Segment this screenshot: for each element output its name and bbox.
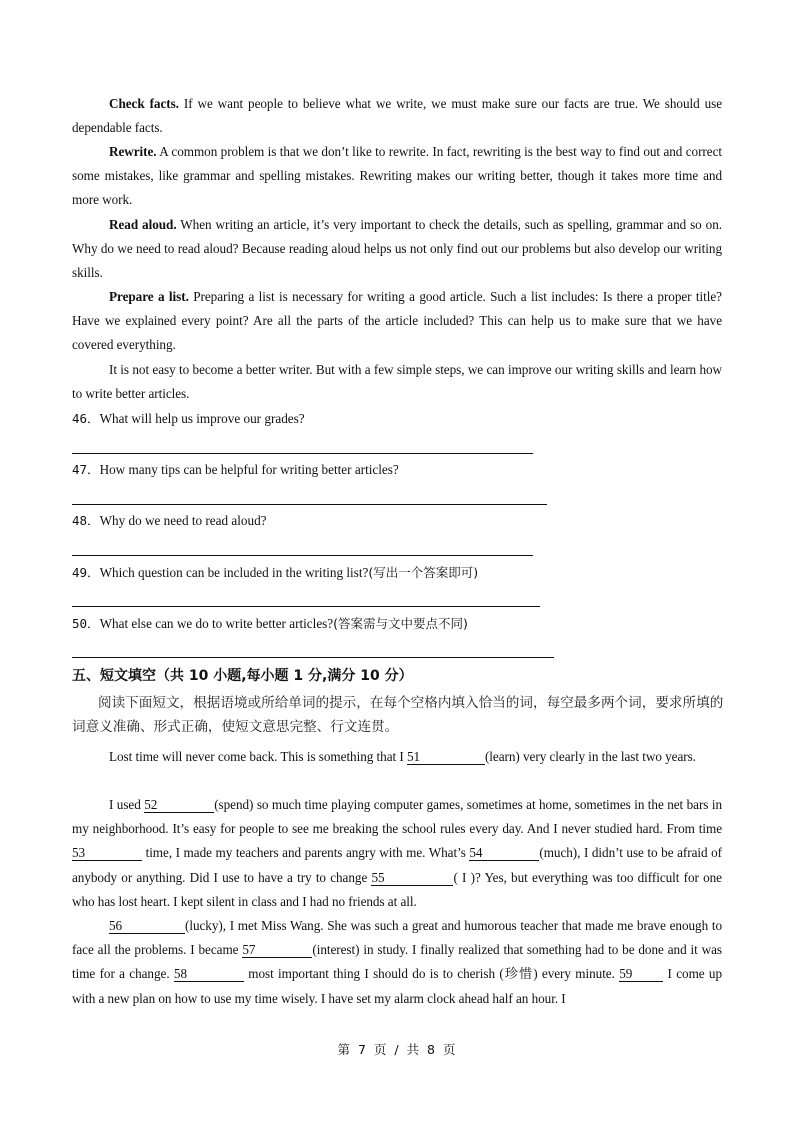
blank-59[interactable]: 59 [619,967,663,982]
blank-54[interactable]: 54 [469,846,539,861]
passage-paragraph-rewrite [72,140,722,213]
passage-paragraph-conclusion [72,358,722,406]
paragraph-lead: Rewrite. [109,144,157,159]
question-number: 46． [72,411,100,426]
cloze-text: I come up with a new plan on how to use my time wisely. I have set my alarm clock ahead half an hour. I [72,966,723,1006]
question-text: How many tips can be helpful for writing better articles? [99,462,399,477]
cloze-text: (spend) so much time playing computer games, sometimes at home, sometimes in the net bars in my neighborhood. It’s easy for people to see me breaking the school rules every day. And I never studied hard. From time [72,797,722,837]
answer-line-50[interactable] [72,657,554,658]
section-instruction: 阅读下面短文，根据语境或所给单词的提示，在每个空格内填入恰当的词，每空最多两个词，要求所填的词意义准确、形式正确，使短文意思完整、行文连贯。 [72,695,724,736]
question-number: 47． [72,462,100,477]
paragraph-lead: Prepare a list. [109,289,189,304]
blank-57[interactable]: 57 [242,943,312,958]
question-49 [72,564,478,582]
answer-line-49[interactable] [72,606,540,607]
cloze-text: time, I made my teachers and parents angry with me. What’s [142,845,470,861]
question-46 [72,410,305,428]
paragraph-text: A common problem is that we don’t like to rewrite. In fact, rewriting is the best way to find out and correct some mistakes, like grammar and spelling mistakes. Rewriting makes our writing better, though it takes more time and more work. [72,144,722,208]
blank-56[interactable]: 56 [109,919,185,934]
question-text: What else can we do to write better articles? [99,616,334,631]
section-heading: 五、短文填空（共 10 小题,每小题 1 分,满分 10 分） [72,668,413,684]
blank-55[interactable]: 55 [371,871,453,886]
question-text: What will help us improve our grades? [99,411,305,426]
question-48 [72,512,267,530]
paragraph-text: When writing an article, it’s very important to check the details, such as spelling, grammar and so on. Why do we need to read aloud? Because reading aloud helps us not only find out our problems but also develop our writing skills. [72,217,723,281]
cloze-paragraph-1 [72,745,722,769]
cloze-paragraph-3 [72,914,722,1011]
question-number: 49． [72,565,100,580]
answer-line-46[interactable] [72,453,533,454]
answer-line-47[interactable] [72,504,547,505]
passage-paragraph-check-facts [72,92,722,140]
cloze-text: (interest) in study. I finally realized that something had to be done and it was time for a change. [72,942,722,982]
paragraph-text: If we want people to believe what we write, we must make sure our facts are true. We should use dependable facts. [72,96,722,136]
cloze-text: Lost time will never come back. This is something that I [109,749,407,764]
passage-paragraph-prepare-list [72,285,722,358]
question-note: (答案需与文中要点不同) [333,616,468,631]
question-text: Why do we need to read aloud? [99,513,267,528]
page-footer: 第 7 页 / 共 8 页 [337,1042,456,1057]
blank-53[interactable]: 53 [72,846,142,861]
question-number: 48． [72,513,100,528]
answer-line-48[interactable] [72,555,533,556]
question-text: Which question can be included in the writing list? [99,565,369,580]
question-47 [72,461,399,479]
cloze-text: (much), I didn’t use to be afraid of anybody or anything. Did I use to have a try to change [72,845,722,885]
paragraph-text: It is not easy to become a better writer. But with a few simple steps, we can improve our writing skills and learn how to write better articles. [72,362,722,402]
cloze-text: ( I )? Yes, but everything was too difficult for one who has lost heart. I kept silent in class and I had no friends at all. [72,869,722,909]
question-number: 50． [72,616,100,631]
cloze-text: I used [109,797,145,812]
passage-paragraph-read-aloud [72,213,722,286]
paragraph-lead: Check facts. [109,96,179,111]
question-note: (写出一个答案即可) [368,565,479,580]
cloze-paragraph-2 [72,793,722,914]
blank-51[interactable]: 51 [407,750,485,765]
cloze-text: most important thing I should do is to cherish (珍惜) every minute. [243,966,620,982]
cloze-text: (lucky), I met Miss Wang. She was such a great and humorous teacher that made me brave enough to face all the problems. I became [72,918,722,958]
blank-58[interactable]: 58 [174,967,244,982]
blank-52[interactable]: 52 [144,798,214,813]
question-50 [72,615,468,633]
paragraph-lead: Read aloud. [109,217,177,232]
cloze-text: (learn) very clearly in the last two years. [484,749,696,764]
paragraph-text: Preparing a list is necessary for writing a good article. Such a list includes: Is there a proper title? Have we explained every point? Are all the parts of the article included? This can help us to make sure that we have covered everything. [72,289,722,353]
